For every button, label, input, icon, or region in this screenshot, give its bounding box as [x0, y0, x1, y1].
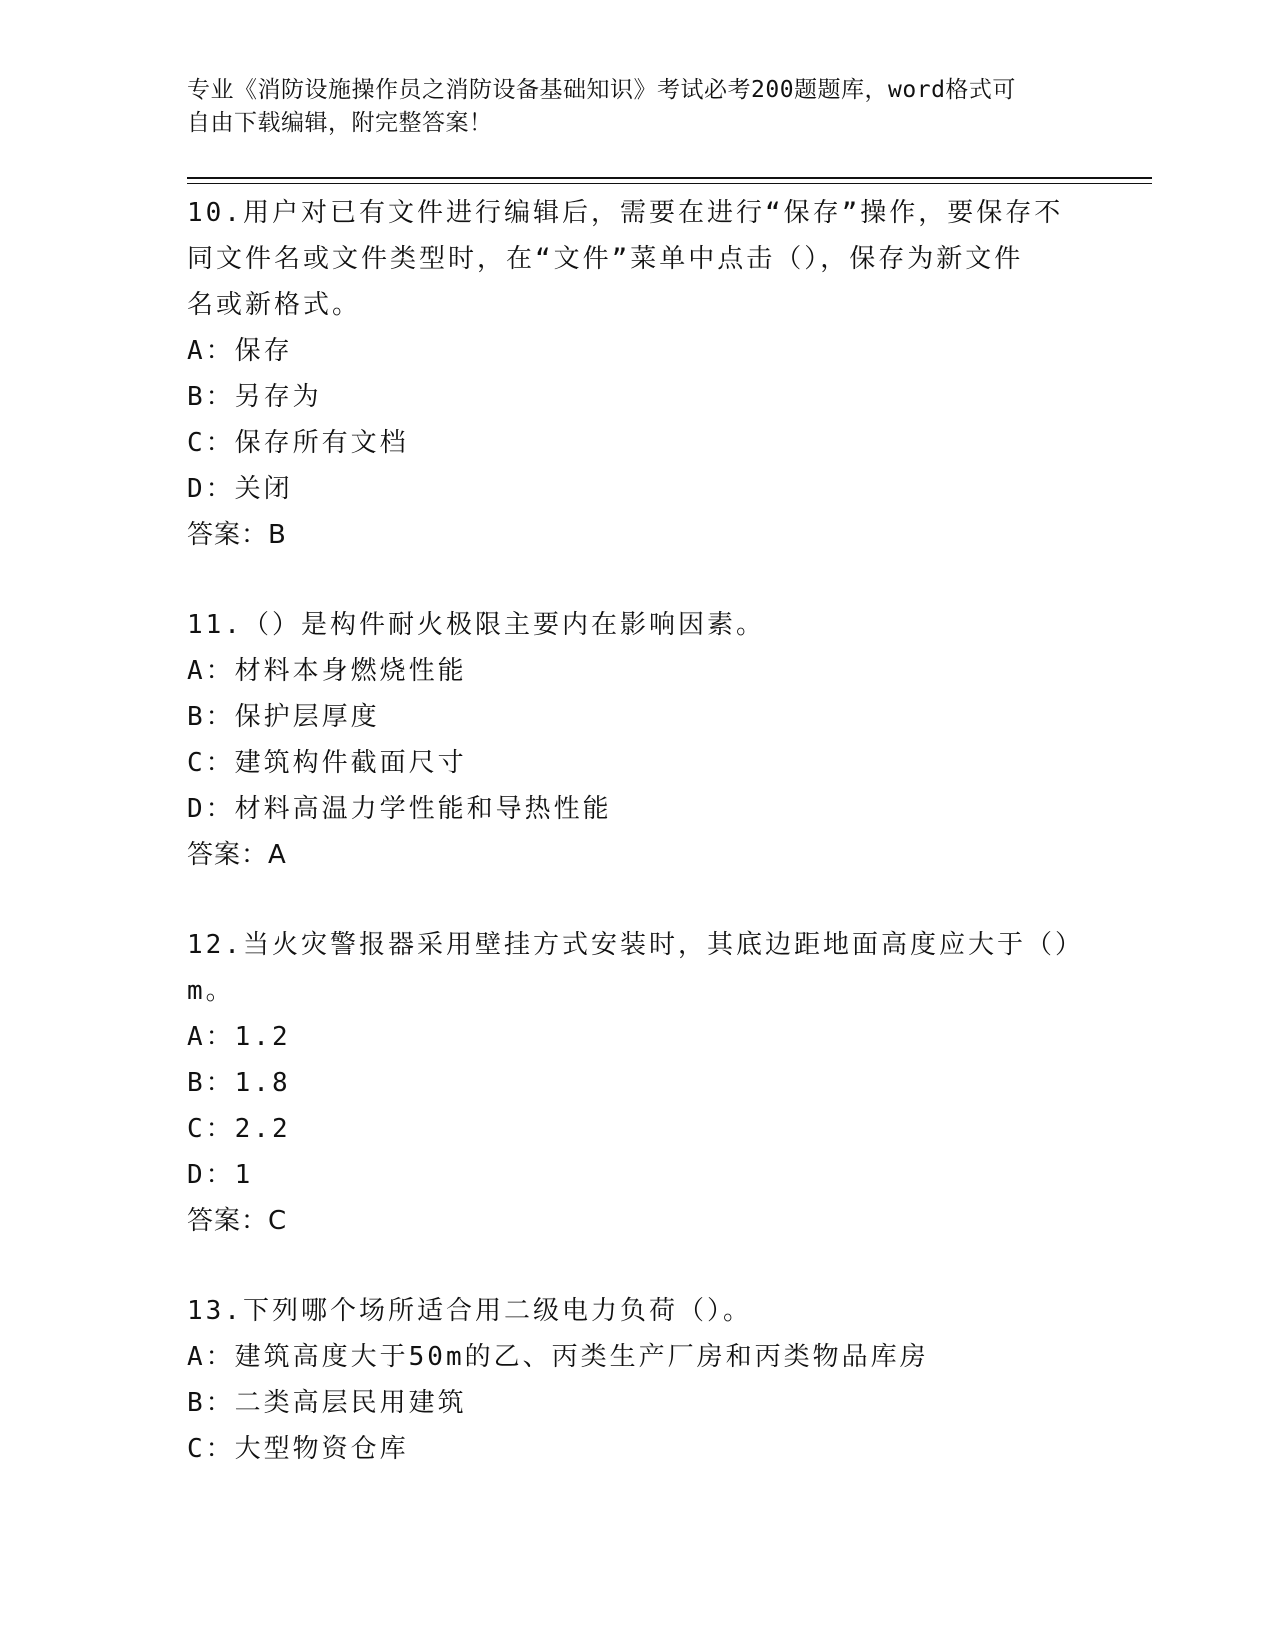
option-a: A：保存 — [187, 336, 293, 366]
option-a: A：1.2 — [187, 1022, 291, 1052]
option-c: C：2.2 — [187, 1114, 291, 1144]
answer-line: 答案：B — [187, 520, 287, 550]
option-d: D：1 — [187, 1160, 254, 1190]
option-c: C：建筑构件截面尺寸 — [187, 748, 467, 778]
answer-line: 答案：C — [187, 1206, 288, 1236]
option-b: B：1.8 — [187, 1068, 291, 1098]
answer-line: 答案：A — [187, 840, 287, 870]
option-c: C：大型物资仓库 — [187, 1434, 409, 1464]
option-a: A：材料本身燃烧性能 — [187, 656, 467, 686]
header-line-1: 专业《消防设施操作员之消防设备基础知识》考试必考200题题库，word格式可 — [187, 77, 1016, 103]
option-b: B：另存为 — [187, 382, 322, 412]
question-12 — [187, 922, 1087, 1244]
question-stem-line: 10.用户对已有文件进行编辑后，需要在进行“保存”操作，要保存不 — [187, 198, 1064, 228]
question-stem-line: m。 — [187, 976, 235, 1006]
option-a: A：建筑高度大于50m的乙、丙类生产厂房和丙类物品库房 — [187, 1342, 929, 1372]
document-header — [187, 74, 1087, 140]
option-b: B：保护层厚度 — [187, 702, 380, 732]
header-divider-thin — [187, 183, 1152, 184]
header-divider-thick — [187, 177, 1152, 179]
question-stem-line: 同文件名或文件类型时，在“文件”菜单中点击（），保存为新文件 — [187, 244, 1024, 274]
question-stem-line: 名或新格式。 — [187, 290, 362, 320]
header-line-2: 自由下载编辑，附完整答案！ — [187, 110, 493, 136]
question-stem-line: 11.（）是构件耐火极限主要内在影响因素。 — [187, 610, 765, 640]
option-c: C：保存所有文档 — [187, 428, 409, 458]
question-stem-line: 12.当火灾警报器采用壁挂方式安装时，其底边距地面高度应大于（） — [187, 930, 1084, 960]
question-stem-line: 13.下列哪个场所适合用二级电力负荷（）。 — [187, 1296, 752, 1326]
option-b: B：二类高层民用建筑 — [187, 1388, 467, 1418]
option-d: D：关闭 — [187, 474, 293, 504]
question-11 — [187, 602, 1087, 878]
option-d: D：材料高温力学性能和导热性能 — [187, 794, 612, 824]
question-10 — [187, 190, 1087, 558]
question-list — [187, 190, 1087, 1516]
question-13 — [187, 1288, 1087, 1472]
